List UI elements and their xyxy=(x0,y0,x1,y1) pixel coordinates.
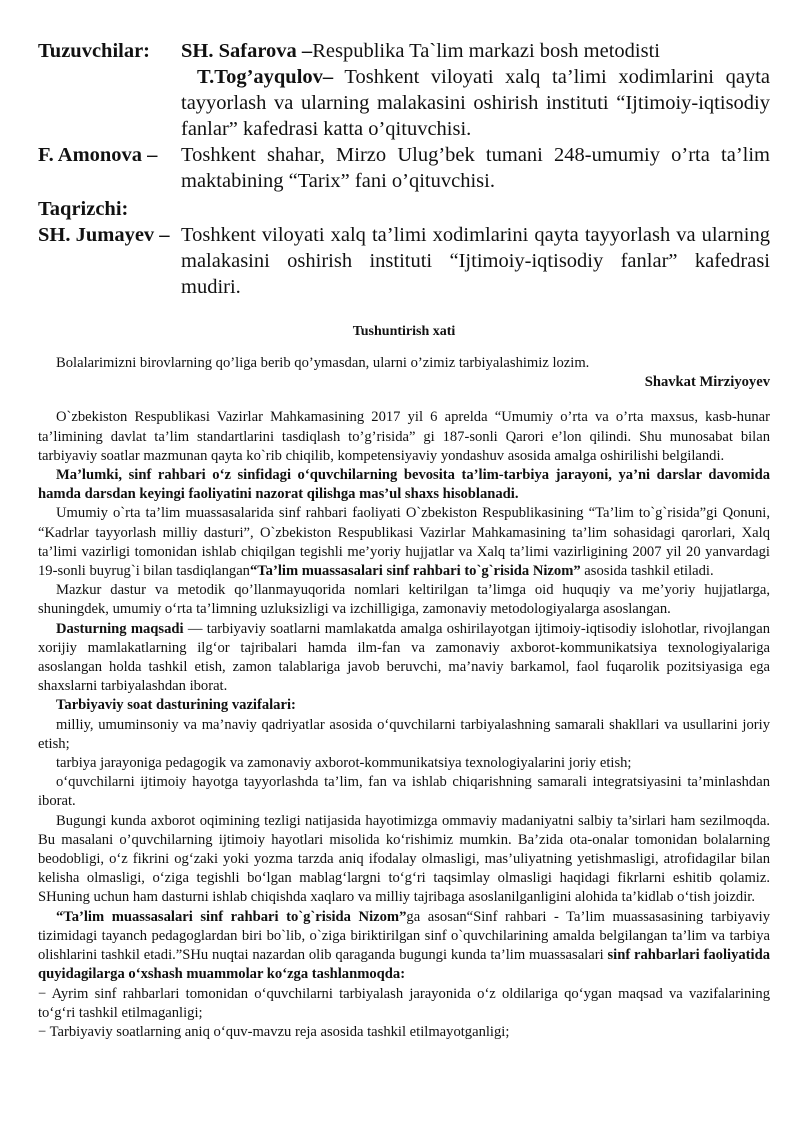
reviewer-1-desc: Toshkent viloyati xalq ta’limi xodimlarini qayta tayyorlash va ularning malakasini oshirish instituti “Ijtimoiy-iqtisodiy fanlar” kafedrasi mudiri. xyxy=(181,224,770,298)
tasks-heading: Tarbiyaviy soat dasturining vazifalari: xyxy=(56,697,296,714)
paragraph-3: Umumiy o`rta ta’lim muassasalarida sinf rahbari faoliyati O`zbekiston Respublikasining “Ta’lim to`g`risida”gi Qonuni, “Kadrlar tayyorlash milliy dasturi”, O`zbekiston Respublikasi Vazirlar Mahkamasining ta’lim sohasidagi qarorlari, Xalq ta’limi vazirligi tomonidan ishlab chiqilgan tegishli me’yoriy hujjatlar va Xalq ta’limi vazirligining 2007 yil 20 yanvardagi 19-sonli buyrug`i bilan tasdiqlangan“Ta’lim muassasalari sinf rahbari to`g`risida Nizom” asosida tashkil etiladi. xyxy=(38,505,770,580)
author-1-desc: Respublika Ta`lim markazi bosh metodisti xyxy=(312,40,660,62)
paragraph-2: Ma’lumki, sinf rahbari o‘z sinfidagi o‘quvchilarning bevosita ta’lim-tarbiya jarayoni, ya’ni darslar davomida hamda darsdan keyingi faoliyatini nazorat qilishga mas’ul shaxs hisoblanadi. xyxy=(38,467,770,503)
body-text xyxy=(38,354,770,1042)
nizom-reference: “Ta’lim muassasalari sinf rahbari to`g`risida Nizom” xyxy=(249,563,581,580)
author-2-desc: Toshkent viloyati xalq ta’limi xodimlarini qayta tayyorlash va ularning malakasini oshirish instituti “Ijtimoiy-iqtisodiy fanlar” kafedrasi katta o’qituvchisi. xyxy=(181,66,770,140)
authors-block xyxy=(38,38,770,300)
epigraph-signature: Shavkat Mirziyoyev xyxy=(644,374,770,391)
reviewer-row xyxy=(38,222,770,300)
paragraph-4: Mazkur dastur va metodik qo’llanmayuqorida nomlari keltirilgan ta’limga oid huquqiy va me’yoriy hujjatlarga, shuningdek, umumiy o‘rta ta’limning uzluksizligi va izchilligiga, zamonaviy metodologiyalarga asoslangan. xyxy=(38,582,770,618)
problem-item-1: − Ayrim sinf rahbarlari tomonidan o‘quvchilarni tarbiyalash jarayonida o‘z oldilariga qo‘ygan maqsad va vazifalarining to‘g‘ri tashkil etilmaganligi; xyxy=(38,985,770,1021)
task-item-1: milliy, umuminsoniy va ma’naviy qadriyatlar asosida o‘quvchilarni tarbiyalashning samarali shakllari va usullarini joriy etish; xyxy=(38,716,770,752)
section-title: Tushuntirish xati xyxy=(352,324,456,339)
author-row-1 xyxy=(38,38,770,64)
epigraph: Bolalarimizni birovlarning qo’liga berib qo’ymasdan, ularni o’zimiz tarbiyalashimiz lozim. xyxy=(56,355,590,371)
nizom-reference-2: “Ta’lim muassasalari sinf rahbari to`g`risida Nizom” xyxy=(56,908,407,925)
author-3-name: F. Amonova – xyxy=(38,144,158,166)
paragraph-5: Dasturning maqsadi — tarbiyaviy soatlarni mamlakatda amalga oshirilayotgan ijtimoiy-iqtisodiy islohotlar, rivojlangan xorijiy mamlakatlarning ilg‘or tajribalari hamda ilm-fan va zamonaviy axborot-kommunikatsiya texnologiyalariga asoslangan holda tashkil etish, zamon talablariga javob beruvchi, ma’naviy barkamol, faol fuqarolik pozitsiyasiga ega shaxslarni tarbiyalashdan iborat. xyxy=(38,620,771,695)
author-row-3 xyxy=(38,142,770,194)
task-item-2: tarbiya jarayoniga pedagogik va zamonaviy axborot-kommunikatsiya texnologiyalarini joriy etish; xyxy=(56,755,632,772)
author-1-name: SH. Safarova – xyxy=(181,40,313,62)
paragraph-11: “Ta’lim muassasalari sinf rahbari to`g`risida Nizom”ga asosan“Sinf rahbari - Ta’lim muassasasining tarbiyaviy tizimidagi tayanch pedagoglardan biri bo`lib, o`ziga biriktirilgan sinf o`quvchilarining amalda belgilangan ta’lim va tarbiya olishlarini tashkil etadi.”SHu nuqtai nazardan olib qaraganda bugungi kunda ta’lim muassasalari sinf rahbarlari faoliyatida quyidagilarga o‘xshash muammolar ko‘zga tashlanmoqda: xyxy=(38,908,771,983)
paragraph-10: Bugungi kunda axborot oqimining tezligi natijasida hayotimizga ommaviy madaniyatni salbiy ta’sirlari ham sezilmoqda. Bu masalani o’quvchilarning ijtimoiy hayotlari misolida ko‘rishimiz mumkin. Ba’zida ota-onalar tomonidan bolalarning beodobligi, o‘z fikrini og‘zaki yoki yozma tarzda aniq ifodalay olmasligi, mas’uliyatning yetishmasligi, atrofidagilar bilan kelisha olmasligi, o‘ziga tegishli bo‘lgan mablag‘largni to‘g‘ri taqsimlay olmasligi haqidagi fikrlarni eshitib qolamiz. SHuning uchun ham dasturni ishlab chiqishda xaqlaro va milliy tajribaga asoslanilganligini alohida ta’kidlab o‘tish joizdir. xyxy=(38,812,770,906)
goal-label: Dasturning maqsadi xyxy=(56,620,184,637)
reviewer-label: Taqrizchi: xyxy=(38,198,129,220)
reviewer-1-name: SH. Jumayev – xyxy=(38,224,170,246)
problem-item-2: − Tarbiyaviy soatlarning aniq o‘quv-mavzu reja asosida tashkil etilmayotganligi; xyxy=(38,1023,510,1040)
task-item-3: o‘quvchilarni ijtimoiy hayotga tayyorlashda ta’lim, fan va ishlab chiqarishning samarali integratsiyasini ta’minlashdan iborat. xyxy=(38,774,770,810)
compilers-label: Tuzuvchilar: xyxy=(38,40,151,62)
author-3-desc: Toshkent shahar, Mirzo Ulug’bek tumani 248-umumiy o’rta ta’lim maktabining “Tarix” fani o’qituvchisi. xyxy=(181,144,770,192)
author-row-2 xyxy=(181,64,770,142)
paragraph-1: O`zbekiston Respublikasi Vazirlar Mahkamasining 2017 yil 6 aprelda “Umumiy o’rta va o’rta maxsus, kasb-hunar ta’limining davlat ta’lim standartlarini tasdiqlash to’g’risida” gi 187-sonli Qarori e’lon qilindi. Shu munosabat bilan tarbiyaviy soatlar mazmunan qayta ko`rib chiqilib, kompetensiyaviy yondashuv asosida amalga oshirilishi belgilandi. xyxy=(38,409,770,464)
author-2-name: T.Tog’ayqulov– xyxy=(197,66,334,88)
